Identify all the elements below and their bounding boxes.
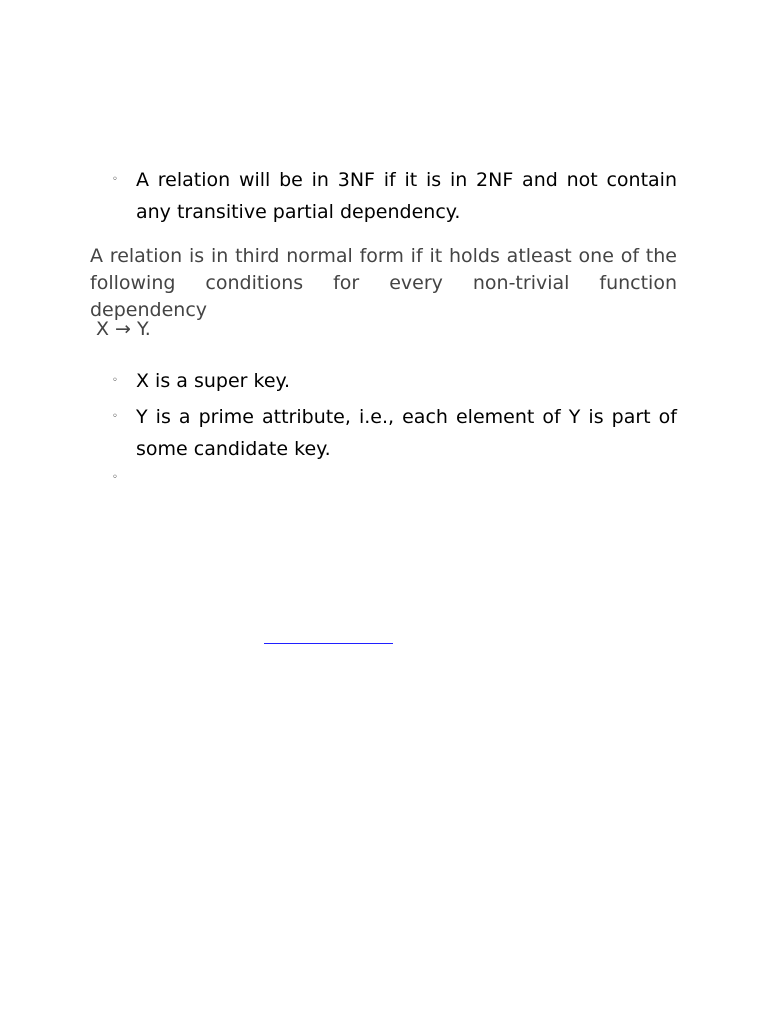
list-item xyxy=(112,164,677,228)
list-item-text: X is a super key. xyxy=(136,370,291,392)
intro-paragraph: A relation is in third normal form if it holds atleast one of the following conditions for every non-trivial function dependency xyxy=(90,245,677,321)
bullet-circle-icon: ◦ xyxy=(112,375,118,386)
bullet-circle-icon: ◦ xyxy=(112,472,118,483)
list-item-text: Y is a prime attribute, i.e., each element of Y is part of some candidate key. xyxy=(136,406,677,460)
list-item xyxy=(112,401,677,465)
list-item-text: A relation will be in 3NF if it is in 2NF and not contain any transitive partial dependency. xyxy=(136,169,677,223)
formula: X → Y. xyxy=(96,318,151,340)
bullet-circle-icon: ◦ xyxy=(112,411,118,422)
list-item xyxy=(112,365,677,397)
hyperlink-underline[interactable] xyxy=(264,643,393,644)
bullet-circle-icon: ◦ xyxy=(112,174,118,185)
list-item xyxy=(112,462,677,494)
